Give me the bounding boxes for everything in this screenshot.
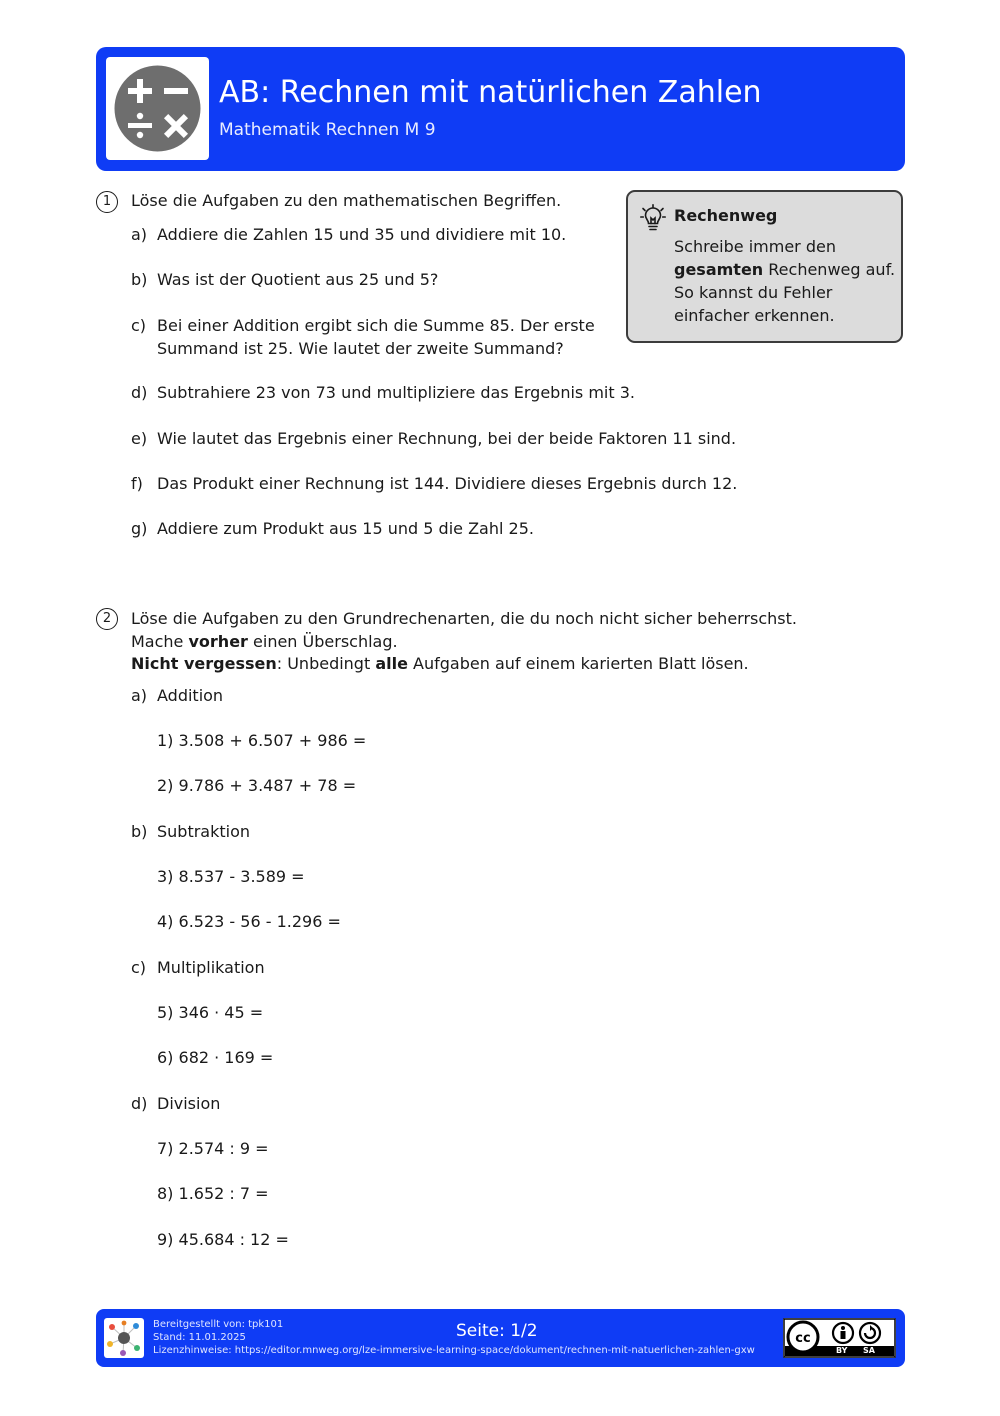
task2-line1: Löse die Aufgaben zu den Grundrechenarten, die du noch nicht sicher beherrschst. [131,609,797,628]
task1-label-g: g) [131,519,148,538]
cc-by-label: BY [836,1346,848,1355]
task2-label-d: d) [131,1094,148,1113]
task-number-1: 1 [96,191,118,213]
task2-section-subtraction: Subtraktion [157,822,251,841]
task2-line3-post: Aufgaben auf einem karierten Blatt lösen. [413,654,749,673]
task1-item-e: Wie lautet das Ergebnis einer Rechnung, bei der beide Faktoren 11 sind. [157,429,737,448]
tip-text-bold: gesamten [674,260,764,279]
problem-2: 2) 9.786 + 3.487 + 78 = [157,776,357,795]
calculator-symbols-icon [106,57,209,160]
task1-label-f: f) [131,474,143,493]
cc-sa-label: SA [863,1346,875,1355]
page-title: AB: Rechnen mit natürlichen Zahlen [219,75,762,110]
task2-section-addition: Addition [157,686,224,705]
header-banner [96,47,905,171]
footer-bar [96,1309,905,1367]
task2-line2-pre: Mache [131,632,184,651]
cc-by-sa-license-icon [783,1318,896,1358]
tip-title: Rechenweg [674,206,778,225]
task1-item-c-line2: Summand ist 25. Wie lautet der zweite Summand? [157,339,564,358]
problem-6: 6) 682 · 169 = [157,1048,274,1067]
task1-label-d: d) [131,383,148,402]
task2-line3 [131,652,749,675]
task1-label-c: c) [131,316,147,335]
task2-line3-mid: : Unbedingt [276,654,371,673]
task2-line2-post: einen Überschlag. [253,632,398,651]
task2-line3-bold1: Nicht vergessen [131,654,277,673]
problem-5: 5) 346 · 45 = [157,1003,264,1022]
task1-item-g: Addiere zum Produkt aus 15 und 5 die Zahl 25. [157,519,534,538]
task2-line2-bold: vorher [188,632,248,651]
tip-text-pre: Schreibe immer den [674,237,836,256]
task1-item-d: Subtrahiere 23 von 73 und multipliziere das Ergebnis mit 3. [157,383,635,402]
task2-line2 [131,630,398,653]
task1-intro: Löse die Aufgaben zu den mathematischen Begriffen. [131,191,562,210]
network-logo-icon [104,1318,144,1358]
task1-label-e: e) [131,429,148,448]
svg-text:cc: cc [795,1331,811,1346]
task1-item-a: Addiere die Zahlen 15 und 35 und dividiere mit 10. [157,225,567,244]
problem-8: 8) 1.652 : 7 = [157,1184,269,1203]
task2-section-multiplication: Multiplikation [157,958,265,977]
lightbulb-icon [640,204,666,236]
task1-label-a: a) [131,225,148,244]
task2-label-c: c) [131,958,147,977]
footer-date: Stand: 11.01.2025 [153,1332,246,1343]
task2-label-b: b) [131,822,148,841]
task1-label-b: b) [131,270,148,289]
tip-box [626,190,903,343]
footer-provided-by: Bereitgestellt von: tpk101 [153,1319,284,1330]
tip-text [674,235,902,327]
problem-7: 7) 2.574 : 9 = [157,1139,269,1158]
problem-4: 4) 6.523 - 56 - 1.296 = [157,912,341,931]
footer-license-link[interactable]: Lizenzhinweise: https://editor.mnweg.org/lze-immersive-learning-space/dokument/rechnen-mit-natuerlichen-zahlen-gxw [153,1345,755,1356]
page-number: Seite: 1/2 [456,1321,538,1341]
task2-section-division: Division [157,1094,221,1113]
problem-3: 3) 8.537 - 3.589 = [157,867,305,886]
task2-label-a: a) [131,686,148,705]
task1-item-f: Das Produkt einer Rechnung ist 144. Dividiere dieses Ergebnis durch 12. [157,474,738,493]
page-subtitle: Mathematik Rechnen M 9 [219,120,436,140]
problem-1: 1) 3.508 + 6.507 + 986 = [157,731,367,750]
task1-item-b: Was ist der Quotient aus 25 und 5? [157,270,439,289]
task-number-2: 2 [96,608,118,630]
task2-line3-bold2: alle [375,654,408,673]
tip-text-post: Rechenweg auf. So kannst du Fehler einfacher erkennen. [674,260,896,325]
task1-item-c-line1: Bei einer Addition ergibt sich die Summe 85. Der erste [157,316,595,335]
problem-9: 9) 45.684 : 12 = [157,1230,289,1249]
